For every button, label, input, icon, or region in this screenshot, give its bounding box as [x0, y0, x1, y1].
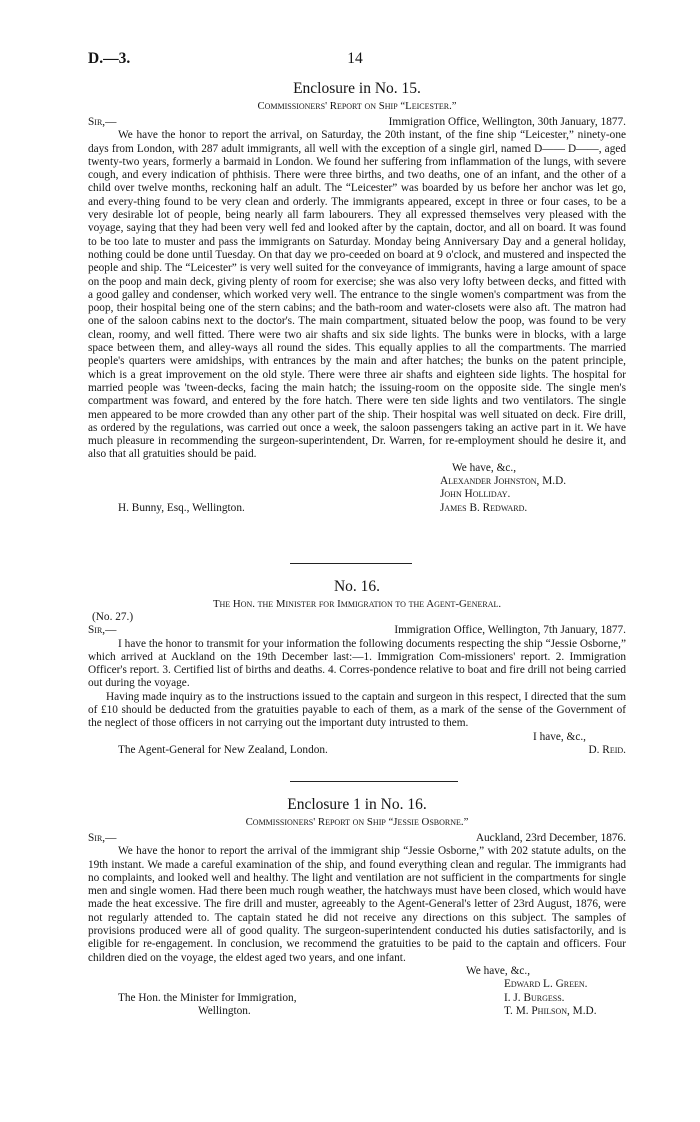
- closing: We have, &c.,: [452, 461, 517, 474]
- enclosure-15-body: We have the honor to report the arrival, on Saturday, the 20th instant, of the fine ship “Leicester,” ninety-one days from London, with 287 adult immigrants, all well with the exception of a single girl, named D—— D——, aged twenty-two years, formerly a barmaid in London. We found her suffering from inflammation of the lungs, with severe cough, and every indication of phthisis. There were three births, and two deaths, one of an infant, and the other of a child over twelve months, reckoning half an adult. The “Leicester” was boarded by us before her anchor was let go, and every-thing found to be very clean and orderly. The immigrants appeared, except in three or four cases, to be a very desirable lot of people, being nearly all farm labourers. They all expressed themselves very pleased with the voyage, saying that they had been very well fed and looked after by the captain, doctor, and all on board. It was found to be too late to muster and pass the immigrants on Saturday. Monday being Anniversary Day and a general holiday, nothing could be done until Tuesday. On that day we pro-ceeded on board at 9 o'clock, and mustered and inspected the people and ship. The “Leicester” is very well suited for the conveyance of immigrants, having a large amount of space on the poop and main deck, giving plenty of room for exercise; she was also very lofty between decks, and fitted with a good galley and condenser, which worked very well. The entrance to the single women's compartment was from the poop, their hospital being one of the stern cabins; and the bath-room and water-closets were also aft. The matron had one of the saloon cabins next to the doctor's. The main compartment, situated below the poop, was found to be very clean, roomy, and well fitted. There were two air shafts and six side lights. The bunks were in blocks, with a large space between them, and alley-ways all round the sides. This equally applies to all the compartments. The married people's quarters were amidships, with entrances by the main and after hatches; the bunks on the patent principle, which is a great improvement on the old style. There were three air shafts and eighteen side lights. The hospital for married people was 'tween-decks, facing the main hatch; the issuing-room on the opposite side. The single men's compartment was foward, and entered by the fore hatch. There were ten side lights and two ventilators. The single men appeared to be more crowded than any other part of the ship. Their hospital was well situated on deck. Fire drill, as ordered by the regulations, was carried out once a week, the saloon passengers taking an active part in it. We have much pleasure in recommending the surgeon-superintendent, Dr. Warren, for re-employment should he desire it, and also that all gratuities should be paid.: [88, 129, 626, 461]
- enclosure-16-dateline-row: [88, 832, 626, 845]
- salutation: Sir,—: [88, 832, 117, 844]
- document-reference: D.—3.: [88, 50, 131, 67]
- enclosure-16-body: We have the honor to report the arrival of the immigrant ship “Jessie Osborne,” with 202 statute adults, on the 19th instant. We made a careful examination of the ship, and found everything clean and regular. The immigrants had no complaints, and looked well and healthy. The light and ventilation are not sufficient in the compartments for single men and single women. Had there been much rough weather, the hatchways must have been closed, which would have made the heat excessive. The fire drill and muster, agreeably to the Agent-General's letter of 23rd August, 1876, were not regularly attended to. The captain stated he did not receive any directions on this subject. The samples of provisions produced were all of good quality. The surgeon-superintendent conducted his duties satisfactorily, and is eligible for re-engagement. In conclusion, we recommend the gratuities to be paid to the captain and officers. Four children died on the voyage, the eldest aged two years, and one infant.: [88, 845, 626, 964]
- signatory: T. M. Philson, M.D.: [504, 1004, 597, 1017]
- letter-number: (No. 27.): [92, 611, 134, 623]
- signatory: D. Reid.: [588, 743, 626, 756]
- page-header: [88, 50, 622, 70]
- enclosure-16-subtitle: Commissioners' Report on Ship “Jessie Osborne.”: [245, 816, 469, 828]
- enclosure-15-section: [88, 80, 626, 515]
- no-16-address-row: [88, 744, 626, 757]
- enclosure-15-title: Enclosure in No. 15.: [293, 80, 421, 97]
- addressee: H. Bunny, Esq., Wellington.: [118, 501, 245, 514]
- no-16-paragraph-1: I have the honor to transmit for your information the following documents respecting the ship “Jessie Osborne,” which arrived at Auckland on the 19th December last:—1. Immigration Com-missioners' report. 2. Immigration Officer's report. 3. Certified list of births and deaths. 4. Corres-pondence relative to boat and fire drill not being carried out during the voyage.: [88, 637, 626, 690]
- no-16-dateline-row: [88, 624, 626, 637]
- no-16-paragraph-2: Having made inquiry as to the instructions issued to the captain and surgeon in this respect, I directed that the sum of £10 should be deducted from the gratuities payable to each of them, as a mark of the sense of the Government of the neglect of those officers in not carrying out the important duty intrusted to them.: [88, 690, 626, 730]
- addressee-city: Wellington.: [198, 1004, 251, 1017]
- signatory: Alexander Johnston, M.D.: [440, 475, 567, 488]
- enclosure-15-address-row: [88, 502, 626, 515]
- no-16-section: [88, 578, 626, 757]
- enclosure-16-address-row-1: [88, 992, 626, 1005]
- enclosure-16-section: [88, 796, 626, 1018]
- signatory: James B. Redward.: [440, 501, 528, 514]
- enclosure-15-subtitle: Commissioners' Report on Ship “Leicester.”: [257, 100, 457, 112]
- addressee: The Hon. the Minister for Immigration,: [118, 991, 297, 1004]
- dateline: Immigration Office, Wellington, 30th January, 1877.: [388, 116, 626, 128]
- enclosure-16-address-row-2: [88, 1005, 626, 1018]
- signatory: I. J. Burgess.: [504, 991, 565, 1004]
- enclosure-16-signature-block: [466, 965, 626, 992]
- signatory: John Holliday.: [440, 488, 511, 501]
- dateline: Auckland, 23rd December, 1876.: [475, 832, 626, 844]
- closing: I have, &c.,: [532, 730, 586, 743]
- addressee: The Agent-General for New Zealand, London.: [118, 743, 328, 756]
- salutation: Sir,—: [88, 116, 117, 128]
- no-16-title: No. 16.: [333, 578, 381, 595]
- closing: We have, &c.,: [466, 964, 531, 977]
- enclosure-15-signature-block: [440, 462, 626, 502]
- dateline: Immigration Office, Wellington, 7th January, 1877.: [394, 624, 626, 637]
- section-divider: [290, 781, 458, 782]
- enclosure-16-title: Enclosure 1 in No. 16.: [287, 796, 427, 813]
- page-number: 14: [347, 50, 363, 67]
- salutation: Sir,—: [88, 624, 117, 637]
- signatory: Edward L. Green.: [504, 978, 588, 991]
- section-divider: [290, 563, 412, 564]
- enclosure-15-dateline-row: [88, 116, 626, 129]
- no-16-subtitle: The Hon. the Minister for Immigration to the Agent-General.: [212, 598, 502, 610]
